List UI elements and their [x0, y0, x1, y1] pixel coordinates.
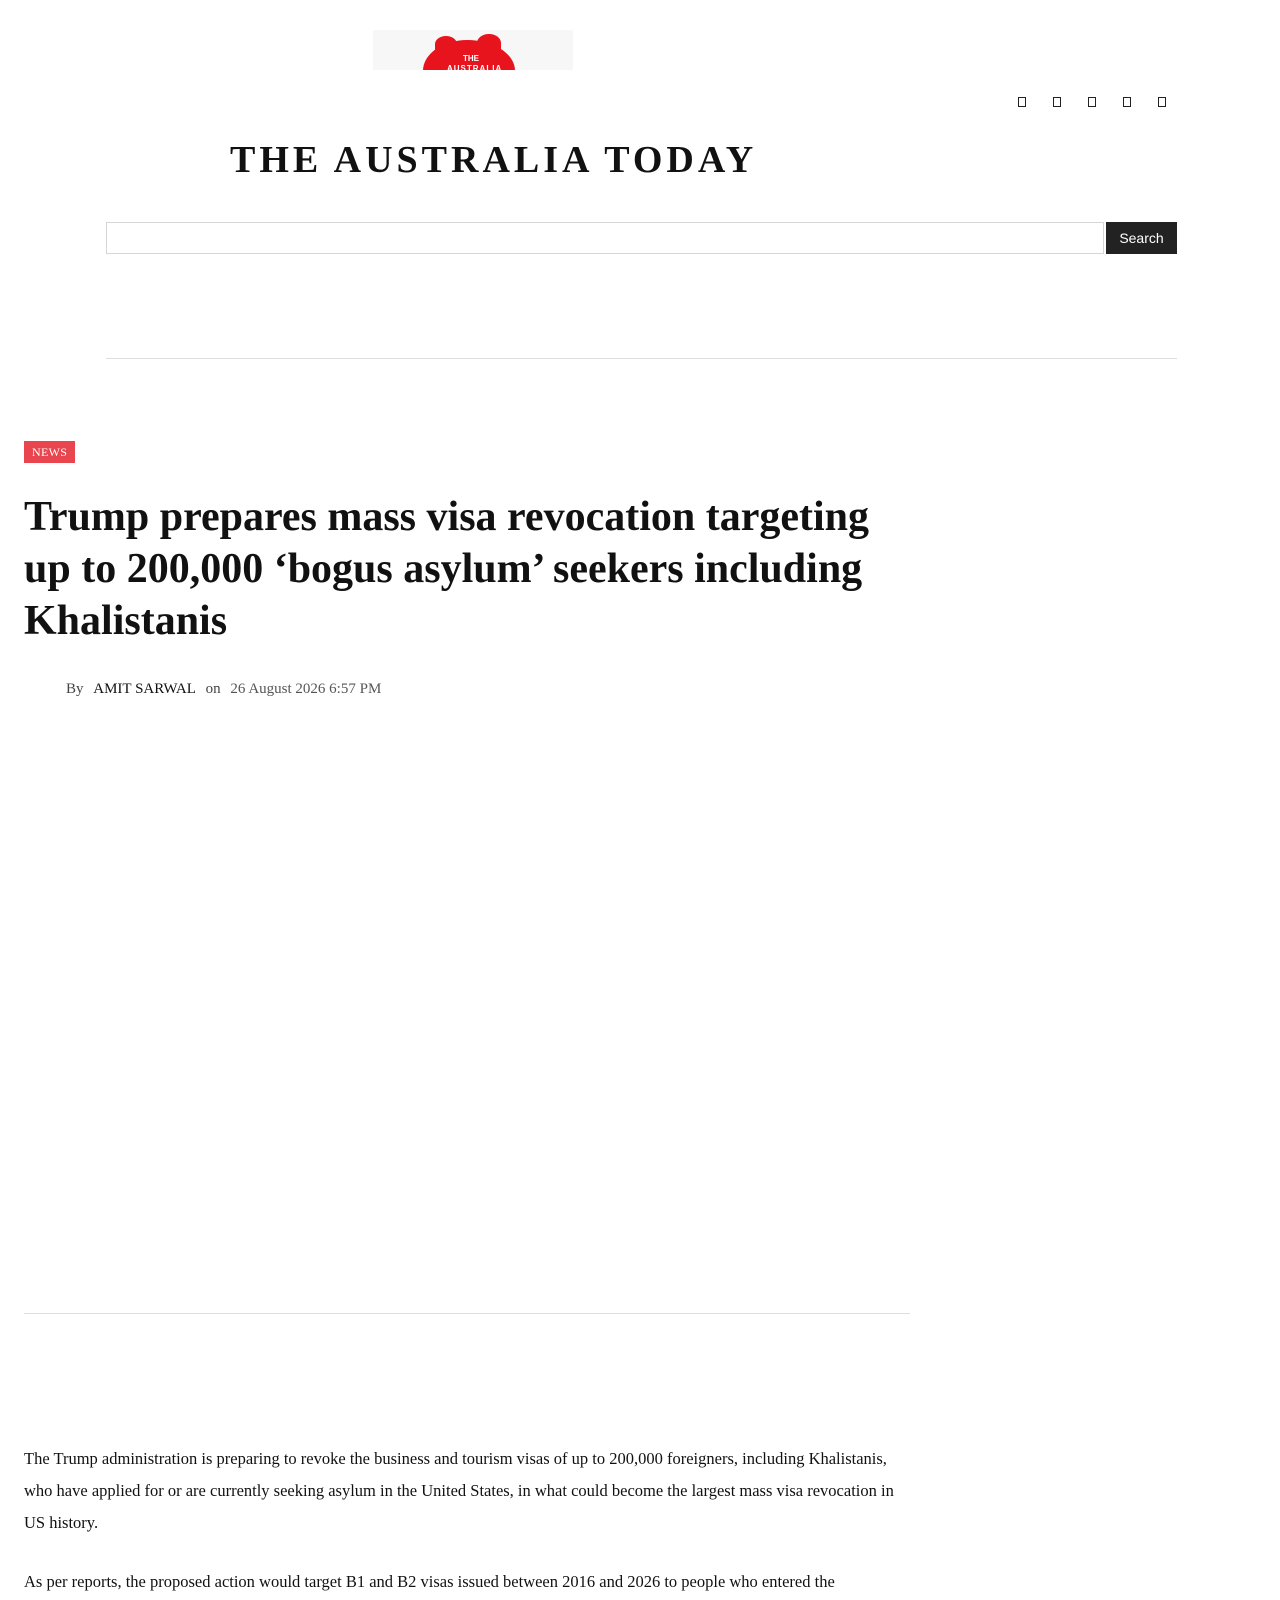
linkedin-icon[interactable]: [1123, 97, 1131, 107]
logo-shape-left: [435, 36, 457, 52]
site-name[interactable]: THE AUSTRALIA TODAY: [230, 139, 758, 181]
author-link[interactable]: AMIT SARWAL: [93, 681, 196, 697]
article-paragraph: The Trump administration is preparing to revoke the business and tourism visas of up to 200,000 foreigners, including Khalistanis, who have applied for or are currently seeking asylum in the United States, in what could become the largest mass visa revocation in US history.: [24, 1449, 894, 1532]
on-label: on: [205, 681, 221, 697]
site-logo[interactable]: [373, 30, 573, 70]
publish-date: 26 August 2026 6:57 PM: [230, 681, 382, 697]
youtube-icon[interactable]: [1158, 97, 1166, 107]
by-label: By: [66, 681, 84, 697]
content-divider: [24, 1313, 910, 1314]
instagram-icon[interactable]: [1088, 97, 1096, 107]
logo-text-the: THE: [463, 54, 479, 63]
article-title: Trump prepares mass visa revocation targeting up to 200,000 ‘bogus asylum’ seekers including Khalistanis: [24, 494, 870, 644]
social-icons: [1018, 97, 1166, 107]
category-badge[interactable]: NEWS: [24, 441, 75, 463]
logo-text-name: AUSTRALIA: [447, 64, 503, 70]
header-divider: [106, 358, 1177, 359]
search-button[interactable]: Search: [1106, 222, 1177, 254]
article-paragraph: As per reports, the proposed action would target B1 and B2 visas issued between 2016 and 2026 to people who entered the: [24, 1572, 835, 1591]
article-meta: [66, 681, 381, 698]
facebook-icon[interactable]: [1018, 97, 1026, 107]
search-input[interactable]: [106, 222, 1104, 254]
twitter-icon[interactable]: [1053, 97, 1061, 107]
logo-shape-right: [477, 34, 501, 52]
